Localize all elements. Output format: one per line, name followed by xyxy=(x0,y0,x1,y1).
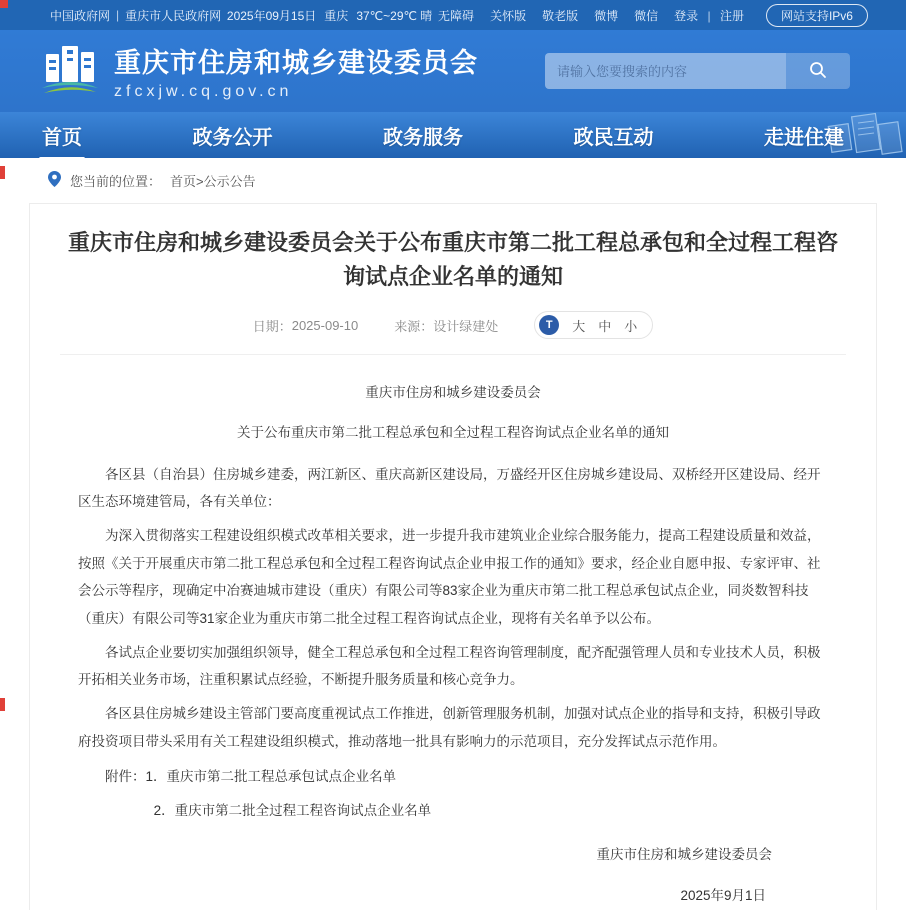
font-size-icon: T xyxy=(539,315,559,335)
login-link[interactable]: 登录 xyxy=(674,8,699,23)
nav-item-about[interactable]: 走进住建 xyxy=(764,126,844,149)
edge-marker-top xyxy=(0,0,8,8)
breadcrumb xyxy=(0,158,906,200)
attachment-line-2 xyxy=(78,797,828,825)
article-container xyxy=(29,203,877,910)
datetime-weather xyxy=(227,7,432,24)
body-org-line: 重庆市住房和城乡建设委员会 xyxy=(365,385,541,401)
register-link[interactable]: 注册 xyxy=(719,8,744,23)
attachment-link-2[interactable]: 2．重庆市第二批全过程工程咨询试点企业名单 xyxy=(153,802,432,818)
font-size-small-button[interactable]: 小 xyxy=(624,318,638,334)
paragraph: 为深入贯彻落实工程建设组织模式改革相关要求，进一步提升我市建筑业企业综合服务能力，提高工程建设质量和效益，按照《关于开展重庆市第二批工程总承包和全过程工程咨询试点企业申报工作的通知》要求，经企业自愿申报、专家评审、社会公示等程序，现确定中冶赛迪城市建设（重庆）有限公司等83家企业为重庆市第二批工程总承包试点企业，同炎数智科技（重庆）有限公司等31家企业为重庆市第二批全过程工程咨询试点企业，现将有关名单予以公布。 xyxy=(78,527,821,626)
breadcrumb-prefix: 您当前的位置： xyxy=(70,174,162,189)
search-button[interactable] xyxy=(786,53,850,89)
paragraph: 各区县住房城乡建设主管部门要高度重视试点工作推进，创新管理服务机制，加强对试点企业的指导和支持，积极引导政府投资项目带头采用有关工程建设组织模式，推动落地一批具有影响力的示范项目，充分发挥试点示范作用。 xyxy=(78,705,821,749)
article-meta xyxy=(60,294,846,355)
site-logo[interactable] xyxy=(40,40,478,103)
font-size-large-button[interactable]: 大 xyxy=(572,318,586,334)
date-label: 日期： xyxy=(252,318,292,334)
main-nav xyxy=(0,112,906,158)
page-title: 重庆市住房和城乡建设委员会关于公布重庆市第二批工程总承包和全过程工程咨询试点企业名单的通知 xyxy=(67,230,838,290)
link-wechat[interactable]: 微信 xyxy=(634,8,659,23)
attachment-line-1 xyxy=(78,763,828,791)
attachment-link-1[interactable]: 1．重庆市第二批工程总承包试点企业名单 xyxy=(145,769,397,785)
link-care-version[interactable]: 关怀版 xyxy=(490,8,527,23)
location-pin-icon xyxy=(48,171,61,190)
signature-org: 重庆市住房和城乡建设委员会 xyxy=(596,846,772,862)
weather-text: 37℃~29℃ 晴 xyxy=(356,8,433,23)
nav-item-home[interactable]: 首页 xyxy=(40,117,84,154)
search-box xyxy=(545,53,850,89)
source-value: 设计绿建处 xyxy=(433,318,499,334)
logo-buildings-icon xyxy=(40,40,100,103)
body-subtitle-line: 关于公布重庆市第二批工程总承包和全过程工程咨询试点企业名单的通知 xyxy=(237,424,669,440)
nav-item-interaction[interactable]: 政民互动 xyxy=(573,126,654,149)
topbar-separator: | xyxy=(116,8,120,22)
article-body xyxy=(60,355,846,910)
search-input[interactable] xyxy=(545,53,786,89)
font-size-control xyxy=(534,311,653,339)
date-text: 2025年09月15日 xyxy=(226,8,317,23)
edge-marker-mid xyxy=(0,166,5,179)
link-accessibility[interactable]: 无障碍 xyxy=(438,8,475,23)
nav-item-gov-info[interactable]: 政务公开 xyxy=(192,126,273,149)
site-url: zfcxjw.cq.gov.cn xyxy=(114,83,293,100)
paragraph: 各区县（自治县）住房城乡建委，两江新区、重庆高新区建设局，万盛经开区住房城乡建设局、双桥经开区建设局、经开区生态环境建管局，各有关单位： xyxy=(78,466,821,510)
publish-date: 2025-09-10 xyxy=(291,317,359,333)
breadcrumb-path[interactable]: 首页>公示公告 xyxy=(170,174,256,189)
font-size-medium-button[interactable]: 中 xyxy=(598,318,612,334)
ipv6-support-button[interactable]: 网站支持IPv6 xyxy=(766,4,868,27)
attachment-label: 附件： xyxy=(105,769,146,785)
topbar xyxy=(0,0,906,30)
city-text: 重庆 xyxy=(324,8,349,23)
edge-marker-bottom xyxy=(0,698,5,711)
login-separator: | xyxy=(707,8,711,23)
site-name: 重庆市住房和城乡建设委员会 xyxy=(114,48,478,78)
link-weibo[interactable]: 微博 xyxy=(594,8,619,23)
link-elder-version[interactable]: 敬老版 xyxy=(542,8,579,23)
link-chongqing-gov[interactable]: 重庆市人民政府网 xyxy=(125,8,222,23)
search-icon xyxy=(809,61,827,82)
site-header xyxy=(0,30,906,112)
nav-item-gov-services[interactable]: 政务服务 xyxy=(383,126,463,149)
link-china-gov[interactable]: 中国政府网 xyxy=(50,8,111,23)
signature-date: 2025年9月1日 xyxy=(680,888,766,904)
source-label: 来源： xyxy=(394,318,434,334)
paragraph: 各试点企业要切实加强组织领导，健全工程总承包和全过程工程咨询管理制度，配齐配强管理人员和专业技术人员，积极开拓相关业务市场，注重积累试点经验，不断提升服务质量和核心竞争力。 xyxy=(78,644,821,688)
